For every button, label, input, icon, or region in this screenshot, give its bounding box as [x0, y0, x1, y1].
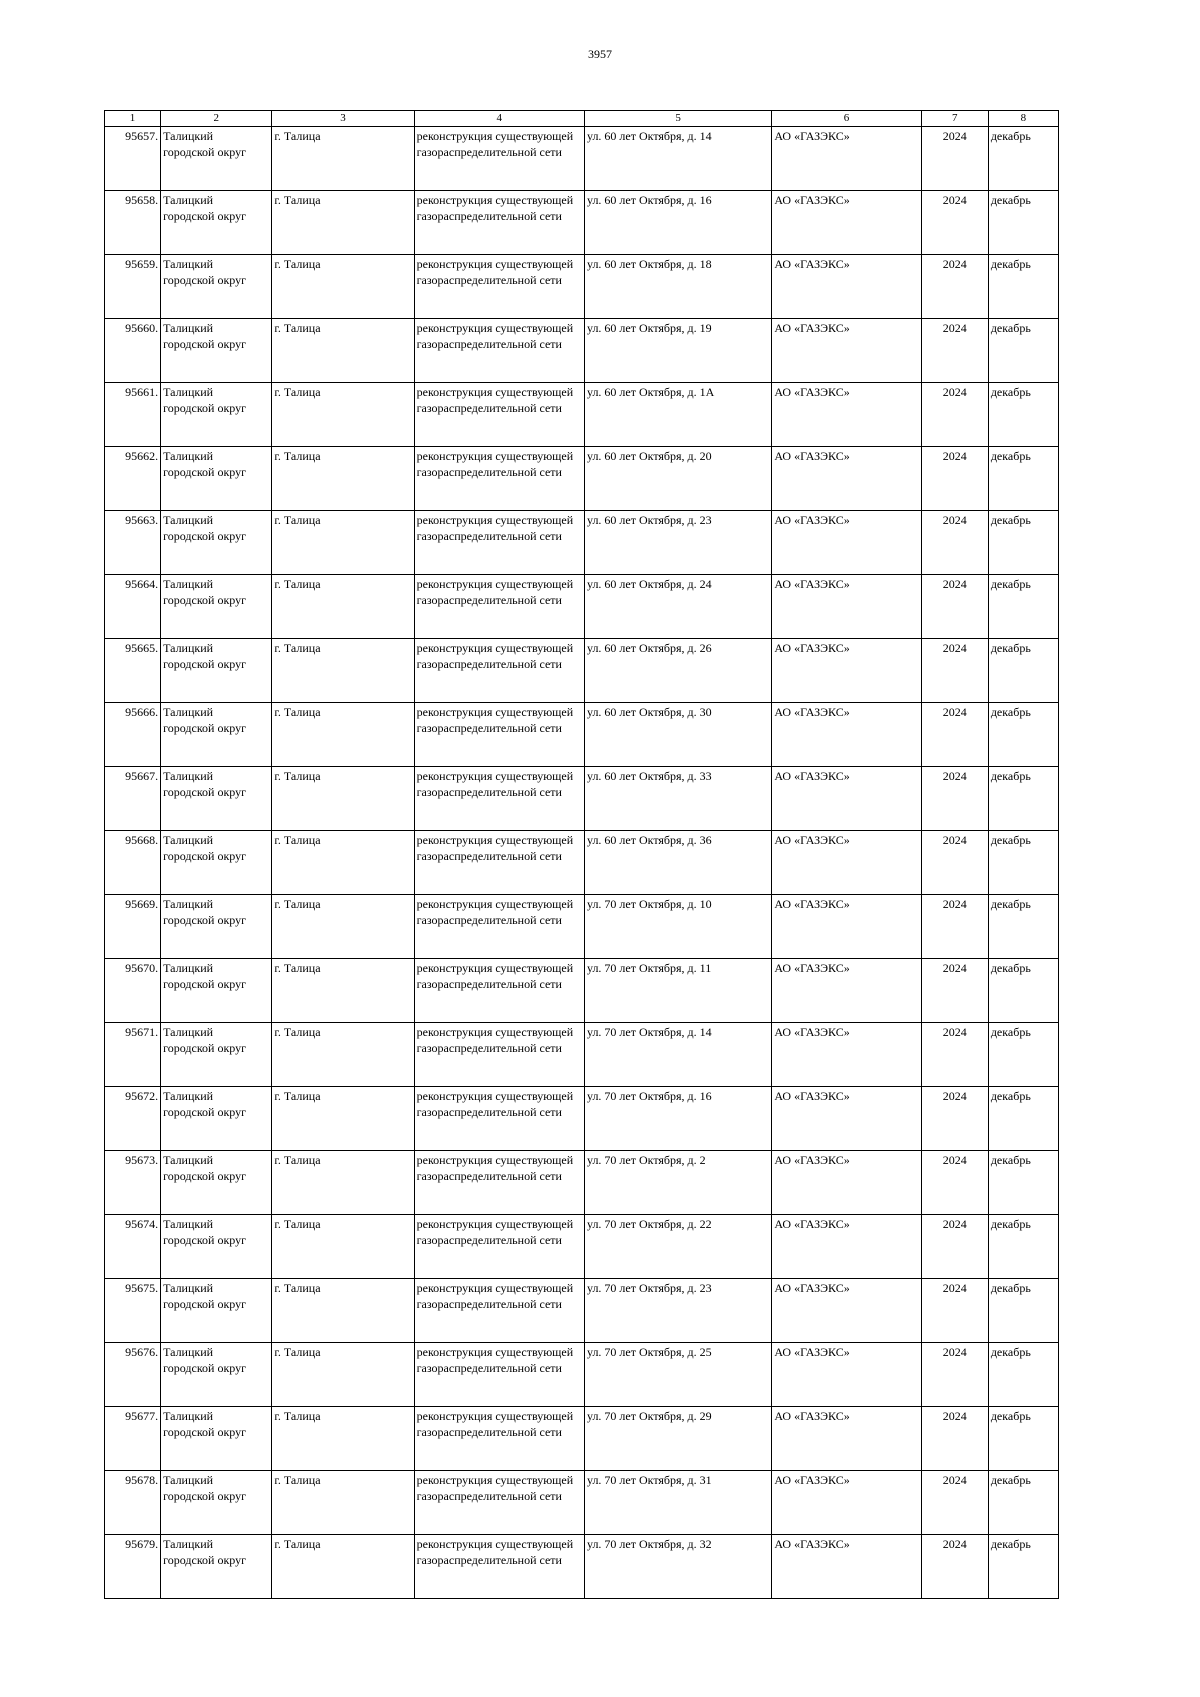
- month-cell: декабрь: [988, 1151, 1058, 1215]
- table-row: [105, 639, 1059, 703]
- year-cell: 2024: [921, 1471, 988, 1535]
- locality-cell: г. Талица: [272, 127, 414, 191]
- month-cell: декабрь: [988, 1087, 1058, 1151]
- month-cell: декабрь: [988, 959, 1058, 1023]
- locality-cell: г. Талица: [272, 831, 414, 895]
- municipal-district-cell: Талицкий городской округ: [161, 1535, 272, 1599]
- municipal-district-cell: Талицкий городской округ: [161, 383, 272, 447]
- address-cell: ул. 60 лет Октября, д. 1А: [584, 383, 771, 447]
- organization-cell: АО «ГАЗЭКС»: [772, 1279, 921, 1343]
- organization-cell: АО «ГАЗЭКС»: [772, 319, 921, 383]
- row-number-cell: 95679.: [105, 1535, 161, 1599]
- locality-cell: г. Талица: [272, 1535, 414, 1599]
- municipal-district-cell: Талицкий городской округ: [161, 959, 272, 1023]
- year-cell: 2024: [921, 1407, 988, 1471]
- table-row: [105, 1279, 1059, 1343]
- organization-cell: АО «ГАЗЭКС»: [772, 447, 921, 511]
- locality-cell: г. Талица: [272, 383, 414, 447]
- column-header: 6: [772, 111, 921, 127]
- address-cell: ул. 60 лет Октября, д. 24: [584, 575, 771, 639]
- year-cell: 2024: [921, 127, 988, 191]
- municipal-district-cell: Талицкий городской округ: [161, 127, 272, 191]
- year-cell: 2024: [921, 1215, 988, 1279]
- municipal-district-cell: Талицкий городской округ: [161, 255, 272, 319]
- work-type-cell: реконструкция существующей газораспределительной сети: [414, 383, 584, 447]
- year-cell: 2024: [921, 255, 988, 319]
- work-type-cell: реконструкция существующей газораспределительной сети: [414, 767, 584, 831]
- month-cell: декабрь: [988, 1407, 1058, 1471]
- address-cell: ул. 70 лет Октября, д. 23: [584, 1279, 771, 1343]
- table-row: [105, 191, 1059, 255]
- work-type-cell: реконструкция существующей газораспределительной сети: [414, 447, 584, 511]
- work-type-cell: реконструкция существующей газораспределительной сети: [414, 1215, 584, 1279]
- row-number-cell: 95664.: [105, 575, 161, 639]
- municipal-district-cell: Талицкий городской округ: [161, 895, 272, 959]
- municipal-district-cell: Талицкий городской округ: [161, 831, 272, 895]
- locality-cell: г. Талица: [272, 959, 414, 1023]
- table-row: [105, 767, 1059, 831]
- municipal-district-cell: Талицкий городской округ: [161, 1279, 272, 1343]
- table-row: [105, 1407, 1059, 1471]
- month-cell: декабрь: [988, 1279, 1058, 1343]
- row-number-cell: 95671.: [105, 1023, 161, 1087]
- organization-cell: АО «ГАЗЭКС»: [772, 1471, 921, 1535]
- year-cell: 2024: [921, 895, 988, 959]
- address-cell: ул. 70 лет Октября, д. 10: [584, 895, 771, 959]
- organization-cell: АО «ГАЗЭКС»: [772, 1407, 921, 1471]
- table-row: [105, 319, 1059, 383]
- organization-cell: АО «ГАЗЭКС»: [772, 895, 921, 959]
- row-number-cell: 95674.: [105, 1215, 161, 1279]
- work-type-cell: реконструкция существующей газораспределительной сети: [414, 191, 584, 255]
- row-number-cell: 95665.: [105, 639, 161, 703]
- year-cell: 2024: [921, 191, 988, 255]
- locality-cell: г. Талица: [272, 1215, 414, 1279]
- month-cell: декабрь: [988, 191, 1058, 255]
- row-number-cell: 95673.: [105, 1151, 161, 1215]
- organization-cell: АО «ГАЗЭКС»: [772, 1535, 921, 1599]
- locality-cell: г. Талица: [272, 1343, 414, 1407]
- address-cell: ул. 60 лет Октября, д. 36: [584, 831, 771, 895]
- locality-cell: г. Талица: [272, 511, 414, 575]
- year-cell: 2024: [921, 1023, 988, 1087]
- year-cell: 2024: [921, 447, 988, 511]
- address-cell: ул. 60 лет Октября, д. 14: [584, 127, 771, 191]
- organization-cell: АО «ГАЗЭКС»: [772, 511, 921, 575]
- address-cell: ул. 70 лет Октября, д. 2: [584, 1151, 771, 1215]
- year-cell: 2024: [921, 383, 988, 447]
- month-cell: декабрь: [988, 1343, 1058, 1407]
- organization-cell: АО «ГАЗЭКС»: [772, 1215, 921, 1279]
- address-cell: ул. 70 лет Октября, д. 22: [584, 1215, 771, 1279]
- page-number: 3957: [588, 47, 612, 61]
- month-cell: декабрь: [988, 1471, 1058, 1535]
- municipal-district-cell: Талицкий городской округ: [161, 639, 272, 703]
- organization-cell: АО «ГАЗЭКС»: [772, 255, 921, 319]
- month-cell: декабрь: [988, 383, 1058, 447]
- column-header: 2: [161, 111, 272, 127]
- address-cell: ул. 70 лет Октября, д. 25: [584, 1343, 771, 1407]
- row-number-cell: 95661.: [105, 383, 161, 447]
- organization-cell: АО «ГАЗЭКС»: [772, 575, 921, 639]
- year-cell: 2024: [921, 319, 988, 383]
- year-cell: 2024: [921, 1535, 988, 1599]
- locality-cell: г. Талица: [272, 191, 414, 255]
- table-row: [105, 511, 1059, 575]
- address-cell: ул. 70 лет Октября, д. 16: [584, 1087, 771, 1151]
- month-cell: декабрь: [988, 319, 1058, 383]
- organization-cell: АО «ГАЗЭКС»: [772, 767, 921, 831]
- table-body: [105, 127, 1059, 1599]
- locality-cell: г. Талица: [272, 447, 414, 511]
- address-cell: ул. 60 лет Октября, д. 23: [584, 511, 771, 575]
- row-number-cell: 95669.: [105, 895, 161, 959]
- column-header: 3: [272, 111, 414, 127]
- table-row: [105, 1535, 1059, 1599]
- table-row: [105, 1087, 1059, 1151]
- column-header: 4: [414, 111, 584, 127]
- table-row: [105, 127, 1059, 191]
- work-type-cell: реконструкция существующей газораспределительной сети: [414, 1151, 584, 1215]
- locality-cell: г. Талица: [272, 703, 414, 767]
- table-row: [105, 575, 1059, 639]
- locality-cell: г. Талица: [272, 1023, 414, 1087]
- month-cell: декабрь: [988, 127, 1058, 191]
- row-number-cell: 95675.: [105, 1279, 161, 1343]
- locality-cell: г. Талица: [272, 255, 414, 319]
- month-cell: декабрь: [988, 1023, 1058, 1087]
- row-number-cell: 95657.: [105, 127, 161, 191]
- municipal-district-cell: Талицкий городской округ: [161, 703, 272, 767]
- organization-cell: АО «ГАЗЭКС»: [772, 959, 921, 1023]
- year-cell: 2024: [921, 1087, 988, 1151]
- year-cell: 2024: [921, 1343, 988, 1407]
- month-cell: декабрь: [988, 639, 1058, 703]
- work-type-cell: реконструкция существующей газораспределительной сети: [414, 255, 584, 319]
- table-row: [105, 1471, 1059, 1535]
- month-cell: декабрь: [988, 1215, 1058, 1279]
- row-number-cell: 95670.: [105, 959, 161, 1023]
- address-cell: ул. 60 лет Октября, д. 33: [584, 767, 771, 831]
- table-row: [105, 1215, 1059, 1279]
- locality-cell: г. Талица: [272, 639, 414, 703]
- municipal-district-cell: Талицкий городской округ: [161, 1215, 272, 1279]
- row-number-cell: 95667.: [105, 767, 161, 831]
- work-type-cell: реконструкция существующей газораспределительной сети: [414, 1023, 584, 1087]
- row-number-cell: 95676.: [105, 1343, 161, 1407]
- month-cell: декабрь: [988, 575, 1058, 639]
- year-cell: 2024: [921, 511, 988, 575]
- column-header: 7: [921, 111, 988, 127]
- month-cell: декабрь: [988, 831, 1058, 895]
- row-number-cell: 95678.: [105, 1471, 161, 1535]
- year-cell: 2024: [921, 959, 988, 1023]
- row-number-cell: 95668.: [105, 831, 161, 895]
- work-type-cell: реконструкция существующей газораспределительной сети: [414, 1343, 584, 1407]
- municipal-district-cell: Талицкий городской округ: [161, 1471, 272, 1535]
- locality-cell: г. Талица: [272, 1279, 414, 1343]
- work-type-cell: реконструкция существующей газораспределительной сети: [414, 127, 584, 191]
- year-cell: 2024: [921, 1279, 988, 1343]
- work-type-cell: реконструкция существующей газораспределительной сети: [414, 639, 584, 703]
- locality-cell: г. Талица: [272, 895, 414, 959]
- month-cell: декабрь: [988, 703, 1058, 767]
- address-cell: ул. 60 лет Октября, д. 30: [584, 703, 771, 767]
- work-type-cell: реконструкция существующей газораспределительной сети: [414, 1471, 584, 1535]
- address-cell: ул. 70 лет Октября, д. 29: [584, 1407, 771, 1471]
- row-number-cell: 95660.: [105, 319, 161, 383]
- address-cell: ул. 70 лет Октября, д. 14: [584, 1023, 771, 1087]
- organization-cell: АО «ГАЗЭКС»: [772, 1151, 921, 1215]
- column-number-row: [105, 111, 1059, 127]
- table-row: [105, 1151, 1059, 1215]
- month-cell: декабрь: [988, 255, 1058, 319]
- work-type-cell: реконструкция существующей газораспределительной сети: [414, 959, 584, 1023]
- work-type-cell: реконструкция существующей газораспределительной сети: [414, 831, 584, 895]
- work-type-cell: реконструкция существующей газораспределительной сети: [414, 1087, 584, 1151]
- table-row: [105, 1343, 1059, 1407]
- year-cell: 2024: [921, 703, 988, 767]
- table-row: [105, 831, 1059, 895]
- organization-cell: АО «ГАЗЭКС»: [772, 639, 921, 703]
- work-type-cell: реконструкция существующей газораспределительной сети: [414, 575, 584, 639]
- row-number-cell: 95658.: [105, 191, 161, 255]
- table-row: [105, 895, 1059, 959]
- row-number-cell: 95663.: [105, 511, 161, 575]
- month-cell: декабрь: [988, 447, 1058, 511]
- work-type-cell: реконструкция существующей газораспределительной сети: [414, 1535, 584, 1599]
- month-cell: декабрь: [988, 767, 1058, 831]
- locality-cell: г. Талица: [272, 575, 414, 639]
- address-cell: ул. 60 лет Октября, д. 18: [584, 255, 771, 319]
- organization-cell: АО «ГАЗЭКС»: [772, 1343, 921, 1407]
- column-header: 8: [988, 111, 1058, 127]
- locality-cell: г. Талица: [272, 1407, 414, 1471]
- year-cell: 2024: [921, 639, 988, 703]
- municipal-district-cell: Талицкий городской округ: [161, 1151, 272, 1215]
- organization-cell: АО «ГАЗЭКС»: [772, 831, 921, 895]
- municipal-district-cell: Талицкий городской округ: [161, 511, 272, 575]
- work-type-cell: реконструкция существующей газораспределительной сети: [414, 511, 584, 575]
- address-cell: ул. 60 лет Октября, д. 16: [584, 191, 771, 255]
- work-type-cell: реконструкция существующей газораспределительной сети: [414, 319, 584, 383]
- table-row: [105, 703, 1059, 767]
- address-cell: ул. 60 лет Октября, д. 20: [584, 447, 771, 511]
- organization-cell: АО «ГАЗЭКС»: [772, 1087, 921, 1151]
- registry-table: [104, 110, 1059, 1599]
- organization-cell: АО «ГАЗЭКС»: [772, 191, 921, 255]
- municipal-district-cell: Талицкий городской округ: [161, 575, 272, 639]
- column-header: 1: [105, 111, 161, 127]
- year-cell: 2024: [921, 831, 988, 895]
- year-cell: 2024: [921, 1151, 988, 1215]
- organization-cell: АО «ГАЗЭКС»: [772, 1023, 921, 1087]
- municipal-district-cell: Талицкий городской округ: [161, 319, 272, 383]
- organization-cell: АО «ГАЗЭКС»: [772, 127, 921, 191]
- locality-cell: г. Талица: [272, 767, 414, 831]
- locality-cell: г. Талица: [272, 319, 414, 383]
- work-type-cell: реконструкция существующей газораспределительной сети: [414, 703, 584, 767]
- table-row: [105, 383, 1059, 447]
- locality-cell: г. Талица: [272, 1087, 414, 1151]
- month-cell: декабрь: [988, 895, 1058, 959]
- table-row: [105, 447, 1059, 511]
- municipal-district-cell: Талицкий городской округ: [161, 767, 272, 831]
- work-type-cell: реконструкция существующей газораспределительной сети: [414, 1279, 584, 1343]
- column-header: 5: [584, 111, 771, 127]
- locality-cell: г. Талица: [272, 1471, 414, 1535]
- organization-cell: АО «ГАЗЭКС»: [772, 383, 921, 447]
- table-row: [105, 255, 1059, 319]
- municipal-district-cell: Талицкий городской округ: [161, 1407, 272, 1471]
- row-number-cell: 95672.: [105, 1087, 161, 1151]
- address-cell: ул. 70 лет Октября, д. 32: [584, 1535, 771, 1599]
- work-type-cell: реконструкция существующей газораспределительной сети: [414, 895, 584, 959]
- address-cell: ул. 60 лет Октября, д. 19: [584, 319, 771, 383]
- municipal-district-cell: Талицкий городской округ: [161, 1023, 272, 1087]
- address-cell: ул. 70 лет Октября, д. 11: [584, 959, 771, 1023]
- municipal-district-cell: Талицкий городской округ: [161, 447, 272, 511]
- municipal-district-cell: Талицкий городской округ: [161, 1087, 272, 1151]
- row-number-cell: 95666.: [105, 703, 161, 767]
- table-row: [105, 959, 1059, 1023]
- month-cell: декабрь: [988, 511, 1058, 575]
- table-row: [105, 1023, 1059, 1087]
- organization-cell: АО «ГАЗЭКС»: [772, 703, 921, 767]
- municipal-district-cell: Талицкий городской округ: [161, 191, 272, 255]
- locality-cell: г. Талица: [272, 1151, 414, 1215]
- month-cell: декабрь: [988, 1535, 1058, 1599]
- row-number-cell: 95662.: [105, 447, 161, 511]
- row-number-cell: 95659.: [105, 255, 161, 319]
- address-cell: ул. 60 лет Октября, д. 26: [584, 639, 771, 703]
- municipal-district-cell: Талицкий городской округ: [161, 1343, 272, 1407]
- row-number-cell: 95677.: [105, 1407, 161, 1471]
- address-cell: ул. 70 лет Октября, д. 31: [584, 1471, 771, 1535]
- year-cell: 2024: [921, 767, 988, 831]
- year-cell: 2024: [921, 575, 988, 639]
- work-type-cell: реконструкция существующей газораспределительной сети: [414, 1407, 584, 1471]
